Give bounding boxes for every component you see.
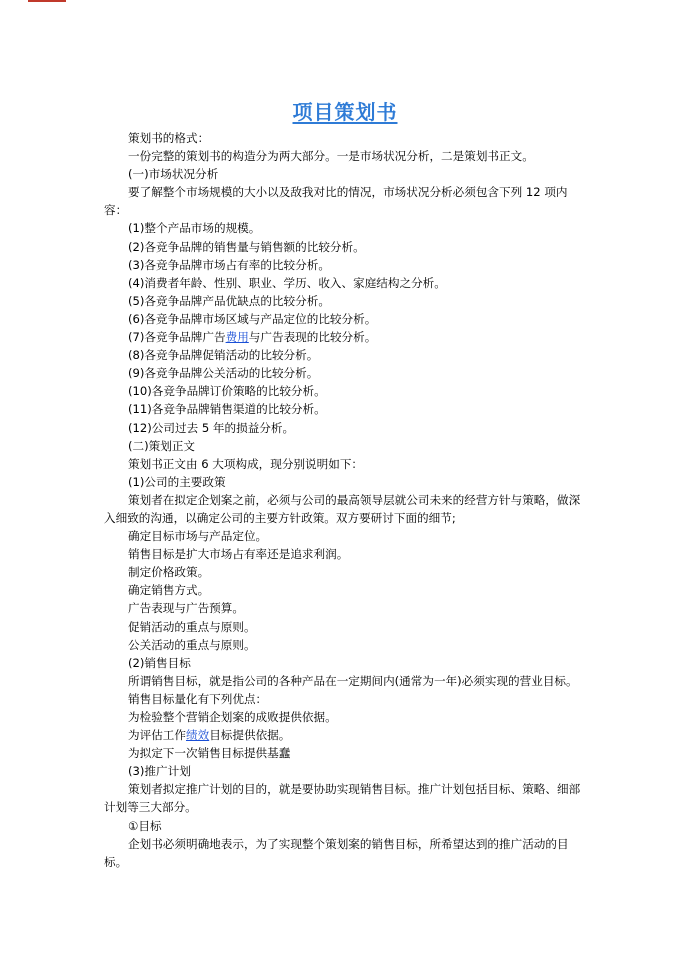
paragraph-plan-intro: 策划书正文由 6 大项构成，现分别说明如下：: [128, 456, 364, 471]
list-item: (9)各竞争品牌公关活动的比较分析。: [128, 366, 319, 381]
list-item: (1)整个产品市场的规模。: [128, 221, 261, 236]
subsection-policy: (1)公司的主要政策: [128, 474, 226, 489]
paragraph-quantify: 销售目标量化有下列优点：: [128, 691, 268, 706]
list-item: (4)消费者年龄、性别、职业、学历、收入、家庭结构之分析。: [128, 275, 446, 290]
corner-mark: [28, 0, 66, 2]
link-performance[interactable]: 绩效: [185, 728, 210, 743]
subsection-sales-target: (2)销售目标: [128, 655, 191, 670]
link-cost[interactable]: 费用: [225, 330, 249, 345]
list-item: 为检验整个营销企划案的成败提供依据。: [128, 710, 337, 724]
list-item-with-link: [104, 328, 588, 346]
section-plan-body: (二)策划正文: [128, 438, 196, 453]
list-item: 促销活动的重点与原则。: [128, 619, 256, 634]
paragraph-market-intro: 要了解整个市场规模的大小以及敌我对比的情况，市场状况分析必须包含下列 12 项内容：: [104, 185, 568, 218]
subsection-promotion: (3)推广计划: [128, 764, 191, 779]
list-item: (6)各竞争品牌市场区域与产品定位的比较分析。: [128, 311, 377, 326]
paragraph-goal: 企划书必须明确地表示，为了实现整个策划案的销售目标，所希望达到的推广活动的目标。: [104, 836, 569, 869]
list-item-text: 为评估工作: [128, 728, 186, 743]
paragraph-structure: 一份完整的策划书的构造分为两大部分。一是市场状况分析，二是策划书正文。: [128, 149, 534, 164]
list-item: (12)公司过去 5 年的损益分析。: [128, 420, 295, 435]
list-item: 确定目标市场与产品定位。: [128, 529, 268, 544]
list-item: 广告表现与广告预算。: [128, 601, 244, 616]
subsection-goal: ①目标: [128, 818, 162, 833]
list-item: 制定价格政策。: [128, 565, 210, 580]
paragraph-sales-target: 所谓销售目标，就是指公司的各种产品在一定期间内(通常为一年)必须实现的营业目标。: [128, 673, 578, 688]
list-item: (8)各竞争品牌促销活动的比较分析。: [128, 348, 319, 363]
paragraph-promotion: 策划者拟定推广计划的目的，就是要协助实现销售目标。推广计划包括目标、策略、细部计划等三大部分。: [104, 782, 581, 815]
list-item: (10)各竞争品牌订价策略的比较分析。: [128, 384, 326, 399]
list-item: 为拟定下一次销售目标提供基蠢: [128, 746, 291, 761]
section-market-analysis: (一)市场状况分析: [128, 167, 219, 182]
list-item-text: (7)各竞争品牌广告: [128, 330, 226, 345]
list-item: (11)各竞争品牌销售渠道的比较分析。: [128, 402, 326, 417]
paragraph-policy: 策划者在拟定企划案之前，必须与公司的最高领导层就公司未来的经营方针与策略，做深入细致的沟通，以确定公司的主要方针政策。双方要研讨下面的细节;: [104, 492, 581, 525]
page-title: 项目策划书: [292, 100, 398, 124]
list-item: 确定销售方式。: [128, 583, 210, 598]
list-item: (2)各竞争品牌的销售量与销售额的比较分析。: [128, 239, 365, 254]
list-item: (3)各竞争品牌市场占有率的比较分析。: [128, 257, 330, 272]
list-item: (5)各竞争品牌产品优缺点的比较分析。: [128, 293, 330, 308]
document-body: [104, 129, 588, 871]
list-item-with-link: [104, 726, 588, 744]
paragraph-format-heading: 策划书的格式：: [128, 131, 210, 145]
list-item: 销售目标是扩大市场占有率还是追求利润。: [128, 547, 349, 562]
list-item: 公关活动的重点与原则。: [128, 637, 256, 652]
list-item-text: 与广告表现的比较分析。: [248, 330, 377, 345]
list-item-text: 目标提供依据。: [209, 728, 291, 743]
